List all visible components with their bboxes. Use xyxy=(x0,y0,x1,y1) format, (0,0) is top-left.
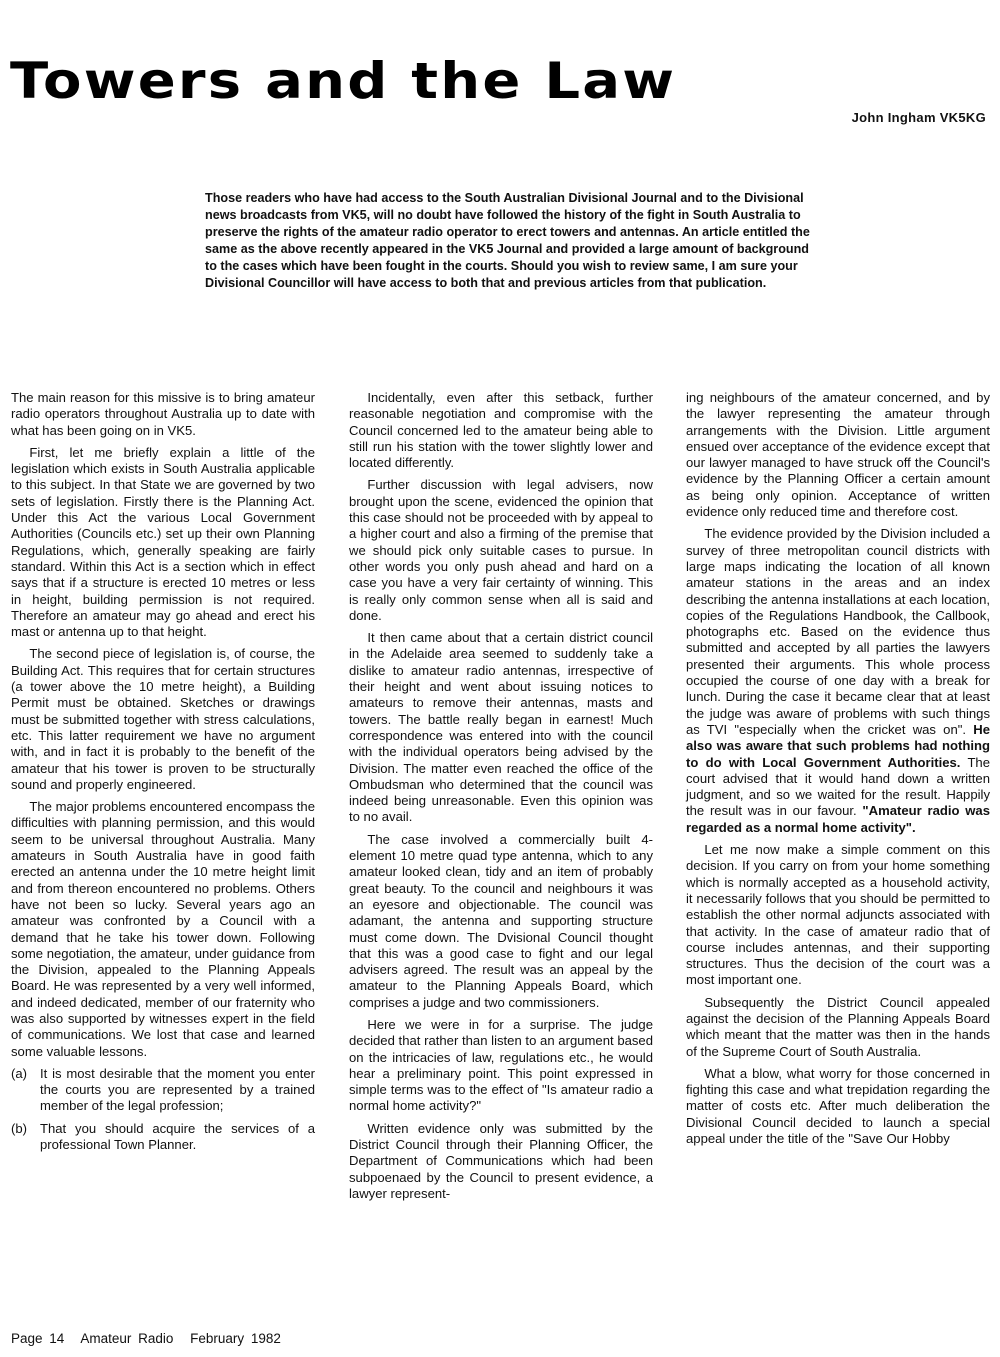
paragraph: It then came about that a certain district council in the Adelaide area seemed to suddenly take a dislike to amateur radio antennas, irrespective of their height and went about issuing notices to amateurs to remove their antennas, masts and towers. The battle really began in earnest! Much correspondence was entered into with the council with the individual operators being advised by the Division. The matter even reached the office of the Ombudsman who determined that the council was indeed being unreasonable. Even this opinion was to no avail. xyxy=(349,630,653,825)
paragraph: Written evidence only was submitted by the District Council through their Planning Officer, the Department of Communications which had been subpoenaed by the Council to present evidence, a lawyer represent- xyxy=(349,1120,653,1201)
paragraph: Here we were in for a surprise. The judge decided that rather than listen to an argument based on the intricacies of law, regulations etc., he would hear a preliminary point. This point expressed in simple terms was to the effect of "Is amateur radio a normal home activity?" xyxy=(349,1016,653,1114)
column-3 xyxy=(686,390,990,1153)
list-item-label: (b) xyxy=(11,1120,28,1136)
article-title: Towers and the Law xyxy=(10,52,677,110)
paragraph-text: The evidence provided by the Division included a survey of three metropolitan council districts with large maps indicating the location of all known amateur stations in the areas and an index describing the antenna installations at each location, copies of the Regulations Handbook, the Callbook, photographs etc. Based on the evidence thus submitted and accepted by all parties the lawyers presented their arguments. This whole process occupied the course of one day with a break for lunch. During the case it became clear that at least the judge was aware of problems with such things as TVI "especially when the cricket was on". xyxy=(686,526,990,737)
paragraph: Subsequently the District Council appealed against the decision of the Planning Appeals Board which meant that the matter was then in the hands of the Supreme Court of South Australia. xyxy=(686,994,990,1059)
list-item-label: (a) xyxy=(11,1065,28,1081)
bold-quote: "Amateur radio was regarded as a normal home activity". xyxy=(686,803,990,835)
paragraph xyxy=(686,526,990,836)
paragraph: The second piece of legislation is, of course, the Building Act. This requires that for certain structures (a tower above the 10 metre height), a Building Permit must be obtained. Sketches or drawings must be submitted together with stress calculations, etc. This latter requirement we have no argument with, and in fact it is probably to the benefit of the amateur that his tower is proven to be structurally sound and properly engineered. xyxy=(11,646,315,792)
intro-paragraph: Those readers who have had access to the South Australian Divisional Journal and to the Divisional news broadcasts from VK5, will no doubt have followed the history of the fight in South Australia to preserve the rights of the amateur radio operator to erect towers and antennas. An article entitled the same as the above recently appeared in the VK5 Journal and provided a large amount of background to the cases which have been fought in the courts. Should you wish to review same, I am sure your Divisional Councillor will have access to both that and previous articles from that publication. xyxy=(205,191,810,290)
paragraph-text: The court advised that it would hand down a written judgment, and so we waited for the result. Happily the result was in our favour. xyxy=(686,754,990,819)
page-number: Page 14 xyxy=(11,1331,65,1346)
magazine-name: Amateur Radio xyxy=(80,1331,174,1346)
page-footer xyxy=(11,1331,291,1346)
list-item-text: That you should acquire the services of a professional Town Planner. xyxy=(40,1120,315,1153)
paragraph: What a blow, what worry for those concerned in fighting this case and what trepidation regarding the matter of costs etc. After much deliberation the Divisional Council decided to launch a special appeal under the title of the "Save Our Hobby xyxy=(686,1065,990,1147)
author-byline: John Ingham VK5KG xyxy=(851,110,986,125)
paragraph: Incidentally, even after this setback, further reasonable negotiation and compromise with the Council concerned led to the amateur being able to still run his station with the tower slightly lower and located differently. xyxy=(349,390,653,471)
paragraph: The main reason for this missive is to bring amateur radio operators throughout Australia up to date with what has been going on in VK5. xyxy=(11,390,315,438)
list-item xyxy=(11,1121,315,1154)
paragraph: Further discussion with legal advisers, now brought upon the scene, evidenced the opinion that this case should not be proceeded with by appeal to a higher court and also a firming of the premise that we should pick only suitable cases to pursue. In other words you only push ahead and hard on a case you have a very fair certainty of winning. This is really only common sense when all is said and done. xyxy=(349,477,653,623)
list-item-text: It is most desirable that the moment you enter the courts you are represented by a trained member of the legal profession; xyxy=(40,1065,315,1114)
paragraph: ing neighbours of the amateur concerned, and by the lawyer representing the amateur through arrangements with the Division. Little argument ensued over acceptance of the evidence except that our lawyer managed to have struck off the Council's evidence by the Planning Officer a certain amount as being only opinion. Acceptance of written evidence only reduced time and therefore cost. xyxy=(686,390,990,520)
paragraph: Let me now make a simple comment on this decision. If you carry on from your home something which is normally accepted as a household activity, it necessarily follows that you should be permitted to establish the other normal adjuncts associated with that activity. In the case of amateur radio that of course includes antennas, and their supporting structures. Thus the decision of the court was a most important one. xyxy=(686,842,990,988)
column-1 xyxy=(11,390,315,1159)
list-item xyxy=(11,1066,315,1115)
issue-date: February 1982 xyxy=(190,1331,281,1346)
paragraph: The case involved a commercially built 4-element 10 metre quad type antenna, which to any amateur looked clean, tidy and an item of probably great beauty. To the council and neighbours it was an eyesore and objectionable. The council was adamant, the antenna and supporting structure must come down. The Dvisional Council thought that this was a good case to fight and our legal advisers agreed. The result was an appeal by the amateur to the Planning Appeals Board, which comprises a judge and two commissioners. xyxy=(349,831,653,1010)
paragraph: The major problems encountered encompass the difficulties with planning permission, and this would seem to be universal throughout Australia. Many amateurs in South Australia have in good faith erected an antenna under the 10 metre height limit and from thereon encountered no problems. Others have not been so lucky. Several years ago an amateur was confronted by a Council with a demand that he take his tower down. Following some negotiation, the amateur, under guidance from the Division, appealed to the Planning Appeals Board. He was represented by a very well informed, and indeed dedicated, member of our fraternity who was also supported by witnesses expert in the field of communications. We lost that case and learned some valuable lessons. xyxy=(11,799,315,1059)
paragraph: First, let me briefly explain a little of the legislation which exists in South Australia applicable to this subject. In that State we are governed by two sets of legislation. Firstly there is the Planning Act. Under this Act the various Local Government Authorities (Councils etc.) set up their own Planning Regulations, which, generally speaking are fairly standard. Within this Act is a section which in effect says that if a structure is erected 10 metres or less in height, building permission is not required. Therefore an amateur may go ahead and erect his mast or antenna up to that height. xyxy=(11,444,315,640)
bold-text: He also was aware that such problems had nothing to do with Local Government Authorities. xyxy=(686,721,991,770)
column-2 xyxy=(349,390,653,1208)
